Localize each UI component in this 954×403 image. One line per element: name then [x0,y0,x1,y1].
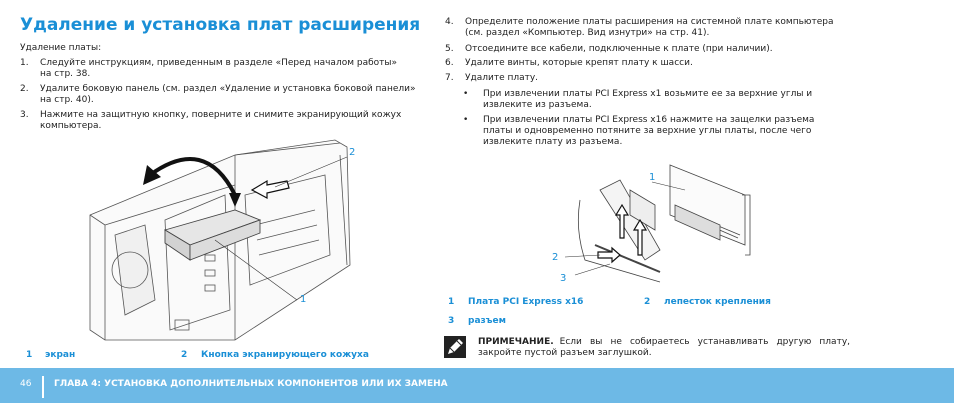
caption-num-3: 3 [448,316,455,326]
page-number: 46 [20,379,32,389]
figure-callout-2: 2 [349,147,356,158]
figure-callout-1: 1 [649,172,656,183]
pcie-card-illustration [560,160,770,285]
caption-num-1: 1 [448,297,455,307]
caption-label-3: разъем [468,316,506,326]
note [478,337,850,359]
caption-num-2: 2 [644,297,651,307]
note-text-2: закройте пустой разъем заглушкой. [478,348,652,358]
page-footer [0,368,954,403]
caption-label-1: экран [45,350,76,360]
caption-label-2: Кнопка экранирующего кожуха [201,350,369,360]
note-text-1: Если вы не собираетесь устанавливать другую плату, [559,337,850,347]
page-title: Удаление и установка плат расширения [20,15,421,35]
caption-num-1: 1 [26,350,33,360]
bullet-dot: • [463,89,469,99]
note-label: ПРИМЕЧАНИЕ. [478,337,554,347]
figure-callout-2: 2 [552,252,559,263]
bullet-dot: • [463,115,469,125]
intro-text: Удаление платы: [20,43,102,53]
caption-num-2: 2 [181,350,188,360]
figure-callout-1: 1 [300,294,307,305]
note-pencil-icon [444,336,466,358]
figure-callout-3: 3 [560,273,567,284]
caption-label-1: Плата PCI Express x16 [468,297,584,307]
chapter-title: ГЛАВА 4: УСТАНОВКА ДОПОЛНИТЕЛЬНЫХ КОМПОНЕНТОВ ИЛИ ИХ ЗАМЕНА [54,379,448,389]
footer-divider [42,376,44,398]
chassis-illustration [85,135,360,345]
caption-label-2: лепесток крепления [664,297,771,307]
